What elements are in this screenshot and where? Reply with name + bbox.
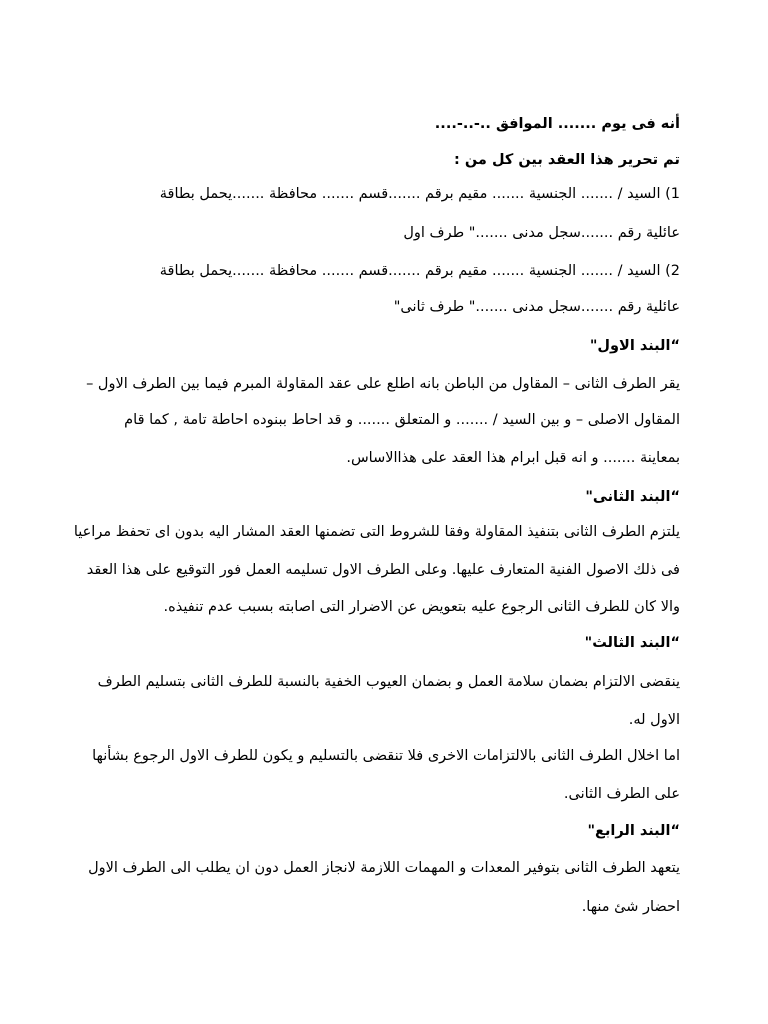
parties-intro: تم تحرير هذا العقد بين كل من : — [454, 152, 680, 168]
clause-2-line-3: والا كان للطرف الثانى الرجوع عليه بتعويض عن الاضرار التى اصابته بسبب عدم تنفيذه. — [163, 599, 680, 615]
clause-1-line-1: يقر الطرف الثانى – المقاول من الباطن بانه اطلع على عقد المقاولة المبرم فيما بين الطرف الاول – — [86, 376, 680, 392]
clause-2-heading: “البند الثانى" — [585, 489, 680, 505]
date-line: أنه فى يوم ....... الموافق ..-..-.... — [434, 116, 680, 132]
clause-4-heading: “البند الرابع" — [587, 823, 680, 839]
first-party-line-1: 1) السيد / ....... الجنسية ....... مقيم برقم .......قسم ....... محافظة .......يحمل بطاقة — [159, 186, 680, 202]
clause-3-line-1: ينقضى الالتزام بضمان سلامة العمل و بضمان العيوب الخفية بالنسبة للطرف الثانى بتسليم الطرف — [97, 674, 680, 690]
clause-3-line-3: اما اخلال الطرف الثانى بالالتزامات الاخرى فلا تنقضى بالتسليم و يكون للطرف الاول الرجوع بشأنها — [92, 748, 680, 764]
clause-4-line-1: يتعهد الطرف الثانى بتوفير المعدات و المهمات اللازمة لانجاز العمل دون ان يطلب الى الطرف الاول — [88, 860, 680, 876]
clause-1-line-2: المقاول الاصلى – و بين السيد / ....... و المتعلق ....... و قد احاط ببنوده احاطة تامة , كما قام — [124, 412, 680, 428]
second-party-line-2: عائلية رقم .......سجل مدنى ......." طرف ثانى" — [393, 299, 680, 315]
first-party-line-2: عائلية رقم .......سجل مدنى ......." طرف اول — [403, 225, 680, 241]
clause-2-line-1: يلتزم الطرف الثانى بتنفيذ المقاولة وفقا للشروط التى تضمنها العقد المشار اليه بدون اى تحفظ مراعيا — [73, 524, 680, 540]
clause-1-line-3: بمعاينة ....... و انه قبل ابرام هذا العقد على هذاالاساس. — [346, 450, 680, 466]
second-party-line-1: 2) السيد / ....... الجنسية ....... مقيم برقم .......قسم ....... محافظة .......يحمل بطاقة — [159, 263, 680, 279]
clause-4-line-2: احضار شئ منها. — [581, 899, 680, 915]
clause-3-line-2: الاول له. — [628, 712, 680, 728]
clause-2-line-2: فى ذلك الاصول الفنية المتعارف عليها. وعلى الطرف الاول تسليمه العمل فور التوقيع على هذا العقد — [86, 562, 680, 578]
clause-3-line-4: على الطرف الثانى. — [563, 786, 680, 802]
clause-1-heading: “البند الاول" — [589, 338, 680, 354]
clause-3-heading: “البند الثالث" — [584, 635, 680, 651]
